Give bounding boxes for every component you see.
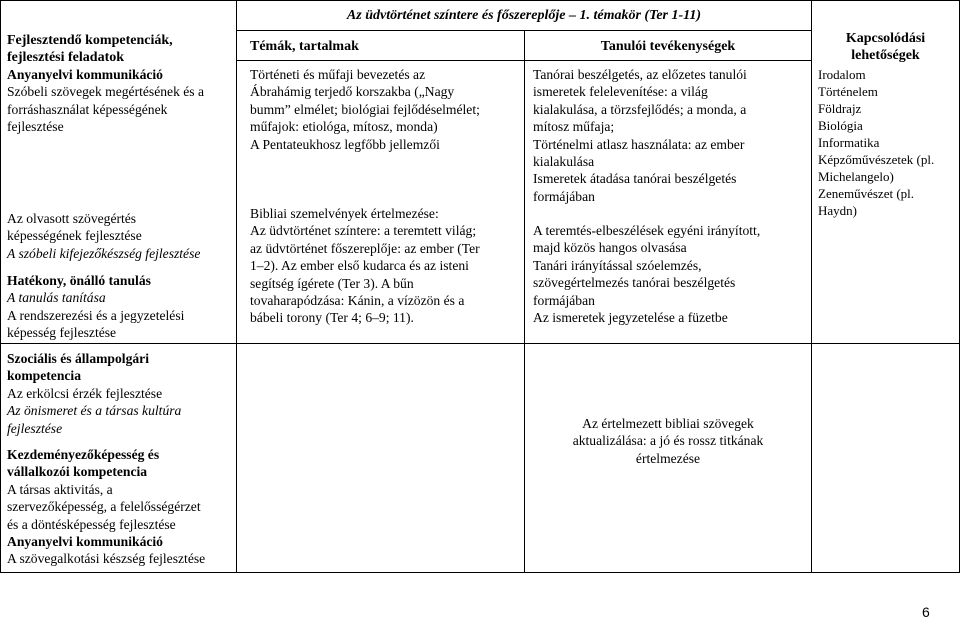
- topics-line: 1–2). Az ember első kudarca és az isteni: [250, 258, 469, 274]
- activities-line: Az ismeretek jegyzetelése a füzetbe: [533, 310, 728, 326]
- activities-line: kialakulása, a törzsfejlődés; a monda, a: [533, 101, 747, 117]
- topics-header: Témák, tartalmak: [250, 39, 359, 54]
- competency-block-initiative: [7, 446, 235, 568]
- activities-block-reading: [533, 222, 809, 326]
- page-number: 6: [922, 604, 930, 620]
- competency-block-learning: [7, 272, 233, 342]
- competency-line: Szóbeli szövegek megértésének és a: [7, 84, 205, 100]
- connections-header: [812, 30, 959, 65]
- activities-line: ismeretek felelevenítése: a világ: [533, 84, 708, 100]
- connection-item: Haydn): [818, 203, 857, 218]
- competency-title: Kezdeményezőképesség és: [7, 447, 160, 462]
- section-divider: [0, 343, 960, 344]
- table-border-top: [0, 0, 960, 1]
- activities-line: Tanári irányítással szóelemzés,: [533, 257, 702, 273]
- competency-title: Anyanyelvi kommunikáció: [7, 534, 163, 550]
- competency-line: Az olvasott szövegértés: [7, 211, 137, 226]
- connection-item: Biológia: [818, 118, 863, 133]
- competency-italic-line: A tanulás tanítása: [7, 290, 106, 306]
- activities-line: kialakulása: [533, 154, 595, 170]
- competency-line: és a döntésképesség fejlesztése: [7, 516, 176, 532]
- header-row-divider: [236, 60, 811, 61]
- topics-line: tovaharapódzása: Kánin, a vízözön és a: [250, 293, 465, 309]
- competency-title: Anyanyelvi kommunikáció: [7, 67, 163, 82]
- topics-line: Bibliai szemelvények értelmezése:: [250, 206, 439, 221]
- activities-line: Tanórai beszélgetés, az előzetes tanulói: [533, 67, 747, 82]
- topics-line: Történeti és műfaji bevezetés az: [250, 67, 426, 82]
- activities-line: Az értelmezett bibliai szövegek: [582, 416, 754, 431]
- topics-line: segítség ígérete (Ter 3). A bűn: [250, 275, 414, 291]
- activities-line: Történelmi atlasz használata: az ember: [533, 136, 745, 152]
- competency-italic-line: A szóbeli kifejezőkészség fejlesztése: [7, 245, 201, 261]
- topics-line: bumm” elmélet; biológiai fejlődéselmélet;: [250, 101, 480, 117]
- competency-italic-line: fejlesztése: [7, 420, 63, 436]
- activities-line: aktualizálása: a jó és rossz titkának: [572, 433, 764, 449]
- competencies-header-line: fejlesztési feladatok: [7, 50, 125, 66]
- connection-item: Zeneművészet (pl.: [818, 186, 915, 201]
- topics-line: az üdvtörténet főszereplője: az ember (Ter: [250, 240, 480, 256]
- competency-block-communication: [7, 66, 233, 136]
- activities-line: formájában: [533, 292, 595, 308]
- activities-line: A teremtés-elbeszélések egyéni irányított,: [533, 223, 761, 238]
- competency-line: forráshasználat képességének: [7, 101, 168, 117]
- table-border-bottom: [0, 572, 960, 573]
- topics-block-bible: [250, 205, 522, 327]
- column-divider-1: [236, 0, 237, 573]
- topics-line: A Pentateukhosz legfőbb jellemzői: [250, 136, 440, 152]
- competency-title: vállalkozói kompetencia: [7, 464, 148, 480]
- table-border-left: [0, 0, 1, 573]
- competency-block-social: [7, 350, 233, 437]
- connection-item: Michelangelo): [818, 169, 894, 184]
- activities-block-discussion: [533, 66, 809, 205]
- connections-list: [818, 66, 958, 219]
- competency-line: szervezőképesség, a felelősségérzet: [7, 499, 201, 515]
- connection-item: Földrajz: [818, 101, 862, 116]
- topics-block-intro: [250, 66, 522, 153]
- competency-line: A társas aktivitás, a: [7, 481, 113, 497]
- topics-line: Az üdvtörténet színtere: a teremtett világ;: [250, 223, 477, 239]
- connection-item: Képzőművészetek (pl.: [818, 152, 935, 167]
- activities-line: mítosz műfaja;: [533, 119, 615, 135]
- connection-item: Irodalom: [818, 67, 866, 82]
- connection-item: Informatika: [818, 135, 880, 150]
- competency-line: A szövegalkotási készség fejlesztése: [7, 551, 206, 567]
- title-row-divider: [236, 30, 811, 31]
- column-divider-3: [811, 0, 812, 573]
- topics-line: műfajok: etiológa, mítosz, monda): [250, 119, 438, 135]
- connection-item: Történelem: [818, 84, 878, 99]
- competencies-header-line: Fejlesztendő kompetenciák,: [7, 33, 173, 48]
- competency-line: képesség fejlesztése: [7, 325, 117, 341]
- activities-block-actualization: [525, 415, 811, 467]
- connections-header-line: Kapcsolódási: [845, 31, 926, 46]
- activities-line: majd közös hangos olvasása: [533, 240, 687, 256]
- activities-line: Ismeretek átadása tanórai beszélgetés: [533, 171, 737, 187]
- topics-line: Ábrahámig terjedő korszakba („Nagy: [250, 84, 455, 100]
- competency-italic-line: Az önismeret és a társas kultúra: [7, 403, 182, 419]
- competency-line: A rendszerezési és a jegyzetelési: [7, 307, 185, 323]
- competency-title: kompetencia: [7, 368, 82, 384]
- competency-line: képességének fejlesztése: [7, 228, 142, 244]
- activities-line: formájában: [533, 188, 595, 204]
- competency-title: Szociális és állampolgári: [7, 351, 149, 366]
- competency-line: Az erkölcsi érzék fejlesztése: [7, 385, 163, 401]
- connections-header-line: lehetőségek: [851, 48, 920, 64]
- competencies-header: [7, 32, 232, 67]
- activities-header: Tanulói tevékenységek: [600, 39, 736, 54]
- competency-title: Hatékony, önálló tanulás: [7, 273, 151, 288]
- competency-block-reading: [7, 210, 233, 262]
- topics-line: bábeli torony (Ter 4; 6–9; 11).: [250, 310, 414, 326]
- topic-title: Az üdvtörténet színtere és főszereplője – 1. témakör (Ter 1-11): [346, 8, 702, 23]
- activities-line: szövegértelmezés tanórai beszélgetés: [533, 275, 736, 291]
- activities-line: értelmezése: [635, 450, 701, 466]
- competency-line: fejlesztése: [7, 119, 64, 135]
- column-divider-2: [524, 30, 525, 573]
